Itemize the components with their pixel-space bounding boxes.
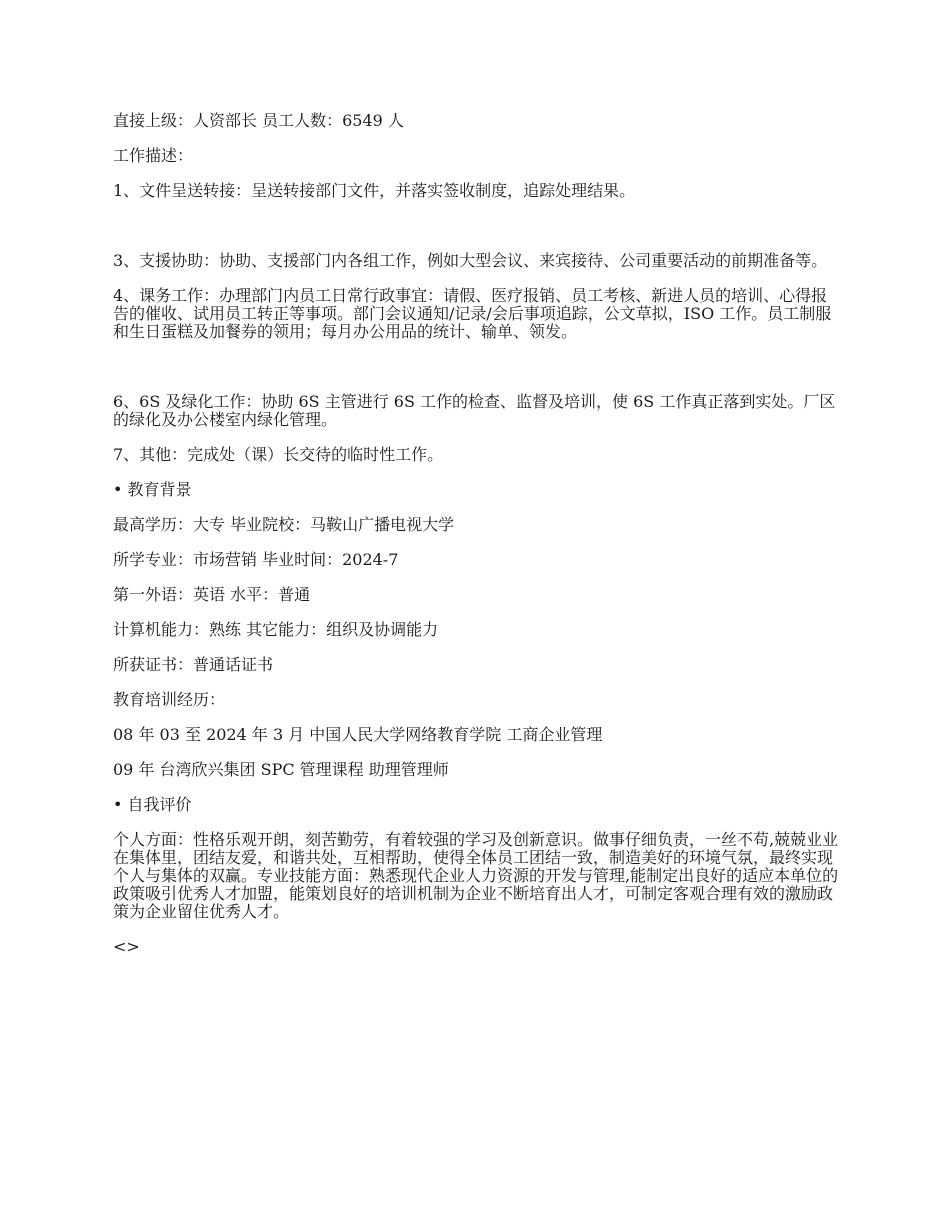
- education-heading: • 教育背景: [113, 480, 192, 499]
- trailing-marker: <>: [113, 937, 140, 956]
- education-language: 第一外语：英语 水平：普通: [113, 585, 311, 604]
- education-major: 所学专业：市场营销 毕业时间：2024-7: [113, 550, 399, 569]
- duty-item-1: 1、文件呈送转接：呈送转接部门文件，并落实签收制度，追踪处理结果。: [113, 181, 636, 200]
- training-item-1: 08 年 03 至 2024 年 3 月 中国人民大学网络教育学院 工商企业管理: [113, 725, 603, 744]
- education-certificates: 所获证书：普通话证书: [113, 655, 274, 674]
- document-page: [113, 112, 843, 956]
- self-evaluation-text: 个人方面：性格乐观开朗，刻苦勤劳，有着较强的学习及创新意识。做事仔细负责，一丝不苟,兢兢业业在集体里，团结友爱，和谐共处，互相帮助，使得全体员工团结一致，制造美好的环境气氛，最终实现个人与集体的双赢。专业技能方面：熟悉现代企业人力资源的开发与管理,能制定出良好的适应本单位的政策吸引优秀人才加盟，能策划良好的培训机制为企业不断培育出人才，可制定客观合理有效的激励政策为企业留住优秀人才。: [113, 830, 839, 921]
- duty-item-3: 3、支援协助：协助、支援部门内各组工作，例如大型会议、来宾接待、公司重要活动的前期准备等。: [113, 251, 828, 270]
- education-degree: 最高学历：大专 毕业院校：马鞍山广播电视大学: [113, 515, 455, 534]
- supervisor-line: 直接上级：人资部长 员工人数：6549 人: [113, 111, 404, 130]
- education-computer-skills: 计算机能力：熟练 其它能力：组织及协调能力: [113, 620, 439, 639]
- duty-item-7: 7、其他：完成处（课）长交待的临时性工作。: [113, 445, 444, 464]
- duty-item-6: 6、6S 及绿化工作：协助 6S 主管进行 6S 工作的检查、监督及培训，使 6S 工作真正落到实处。厂区的绿化及办公楼室内绿化管理。: [113, 392, 836, 429]
- training-item-2: 09 年 台湾欣兴集团 SPC 管理课程 助理管理师: [113, 760, 449, 779]
- training-heading: 教育培训经历：: [113, 690, 226, 709]
- self-evaluation-heading: • 自我评价: [113, 795, 192, 814]
- duty-item-4: 4、课务工作：办理部门内员工日常行政事宜：请假、医疗报销、员工考核、新进人员的培训、心得报告的催收、试用员工转正等事项。部门会议通知/记录/会后事项追踪，公文草拟，ISO 工作。员工制服和生日蛋糕及加餐券的领用；每月办公用品的统计、输单、领发。: [113, 286, 832, 341]
- job-description-heading: 工作描述：: [113, 146, 194, 165]
